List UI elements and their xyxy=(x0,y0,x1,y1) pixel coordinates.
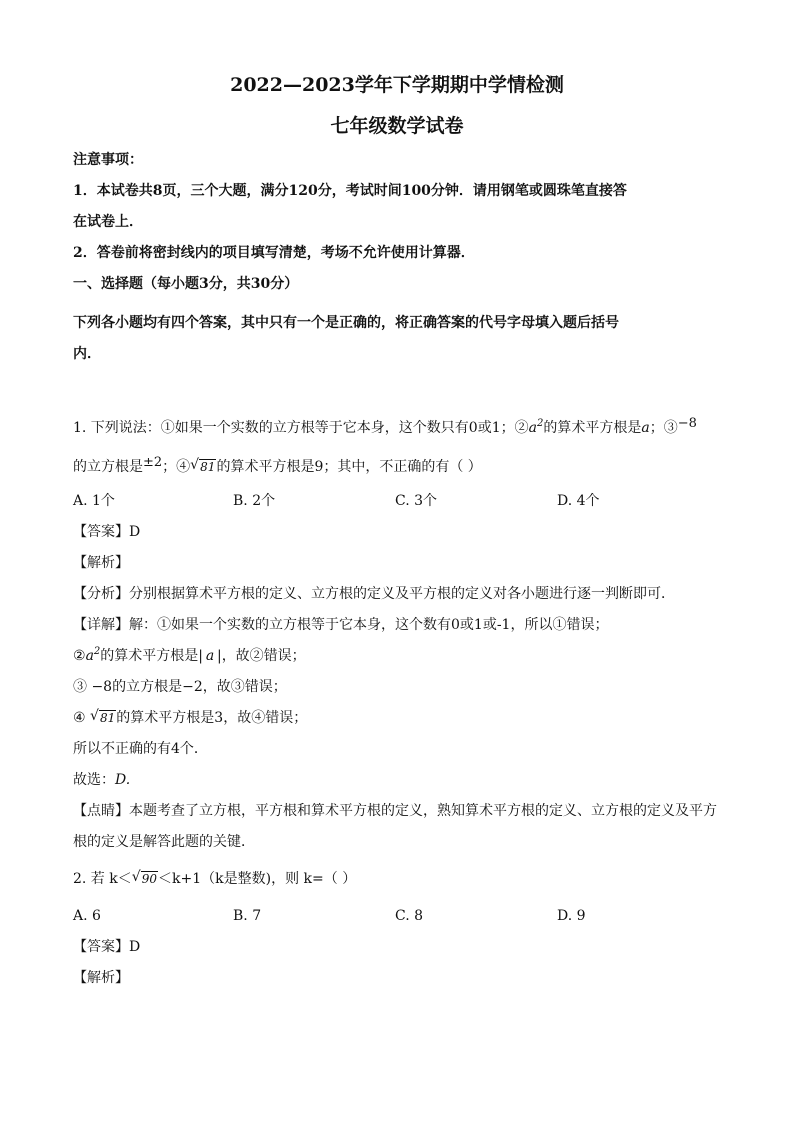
q1-option-d: D. 4个 xyxy=(557,493,600,509)
q1-option-a: A. 1个 xyxy=(73,493,115,509)
q2-answer: 【答案】D xyxy=(73,939,141,955)
sqrt-90: √ 90 xyxy=(131,869,158,886)
q2-option-a: A. 6 xyxy=(73,908,101,924)
q1-analysis-label: 【解析】 xyxy=(73,555,129,571)
exam-title: 2022—2023学年下学期期中学情检测 xyxy=(230,74,564,96)
q1-option-c: C. 3个 xyxy=(395,493,438,509)
exam-subtitle: 七年级数学试卷 xyxy=(330,115,464,137)
q1-detail-2: $②a^2$的算术平方根是| a |，故②错误； xyxy=(73,646,306,664)
q1-detail-3: ③ −8的立方根是−2，故③错误； xyxy=(73,679,287,695)
q2-option-b: B. 7 xyxy=(233,908,262,924)
q2-option-d: D. 9 xyxy=(557,908,586,924)
sqrt-81-detail: √ 81 xyxy=(90,708,116,725)
q1-stem-line-1: 1. 下列说法：①如果一个实数的立方根等于它本身，这个数只有0或1；$②a^2$的算术平方根是a；③$^{-8}$ xyxy=(73,416,697,436)
notes-item-2: 2．答卷前将密封线内的项目填写清楚，考场不允许使用计算器． xyxy=(73,245,475,261)
q1-dianjing-line-1: 【点睛】本题考查了立方根，平方根和算术平方根的定义，熟知算术平方根的定义、立方根的定义及平方 xyxy=(73,803,717,819)
q1-detail-5: 所以不正确的有4个． xyxy=(73,741,208,757)
q1-answer: 【答案】D xyxy=(73,524,141,540)
notes-item-1-line-1: 1．本试卷共8页，三个大题，满分120分，考试时间100分钟．请用钢笔或圆珠笔直接答 xyxy=(73,183,627,199)
section-1-instruction-line-2: 内． xyxy=(73,346,101,362)
q1-dianjing-line-2: 根的定义是解答此题的关键． xyxy=(73,834,255,850)
section-1-heading: 一、选择题（每小题3分，共30分） xyxy=(73,276,299,292)
q1-var-a: $a^2$ xyxy=(528,418,544,436)
q1-choose: 故选：D. xyxy=(73,772,131,788)
q1-detail-4: ④ √ 81的算术平方根是3，故④错误； xyxy=(73,708,308,726)
q1-neg8: −8 xyxy=(677,416,697,431)
q1-detail-1: 【详解】解：①如果一个实数的立方根等于它本身，这个数有0或1或-1，所以①错误； xyxy=(73,617,609,633)
sqrt-81: √ 81 xyxy=(190,457,216,474)
q1-option-b: B. 2个 xyxy=(233,493,276,509)
q2-analysis-label: 【解析】 xyxy=(73,970,129,986)
q1-pm2: ±2 xyxy=(143,455,163,470)
q1-stem-line-2: 的立方根是$^{\pm 2}$；④ √ 81的算术平方根是9；其中，不正确的有（ ） xyxy=(73,455,482,475)
q2-stem: 2. 若 k＜ √ 90＜k+1（k是整数)，则 k=（ ） xyxy=(73,869,357,887)
notes-item-1-line-2: 在试卷上． xyxy=(73,214,143,230)
section-1-instruction-line-1: 下列各小题均有四个答案，其中只有一个是正确的，将正确答案的代号字母填入题后括号 xyxy=(73,315,619,331)
q2-option-c: C. 8 xyxy=(395,908,424,924)
notes-heading: 注意事项： xyxy=(73,152,143,168)
q1-fenxi: 【分析】分别根据算术平方根的定义、立方根的定义及平方根的定义对各小题进行逐一判断即可． xyxy=(73,586,675,602)
